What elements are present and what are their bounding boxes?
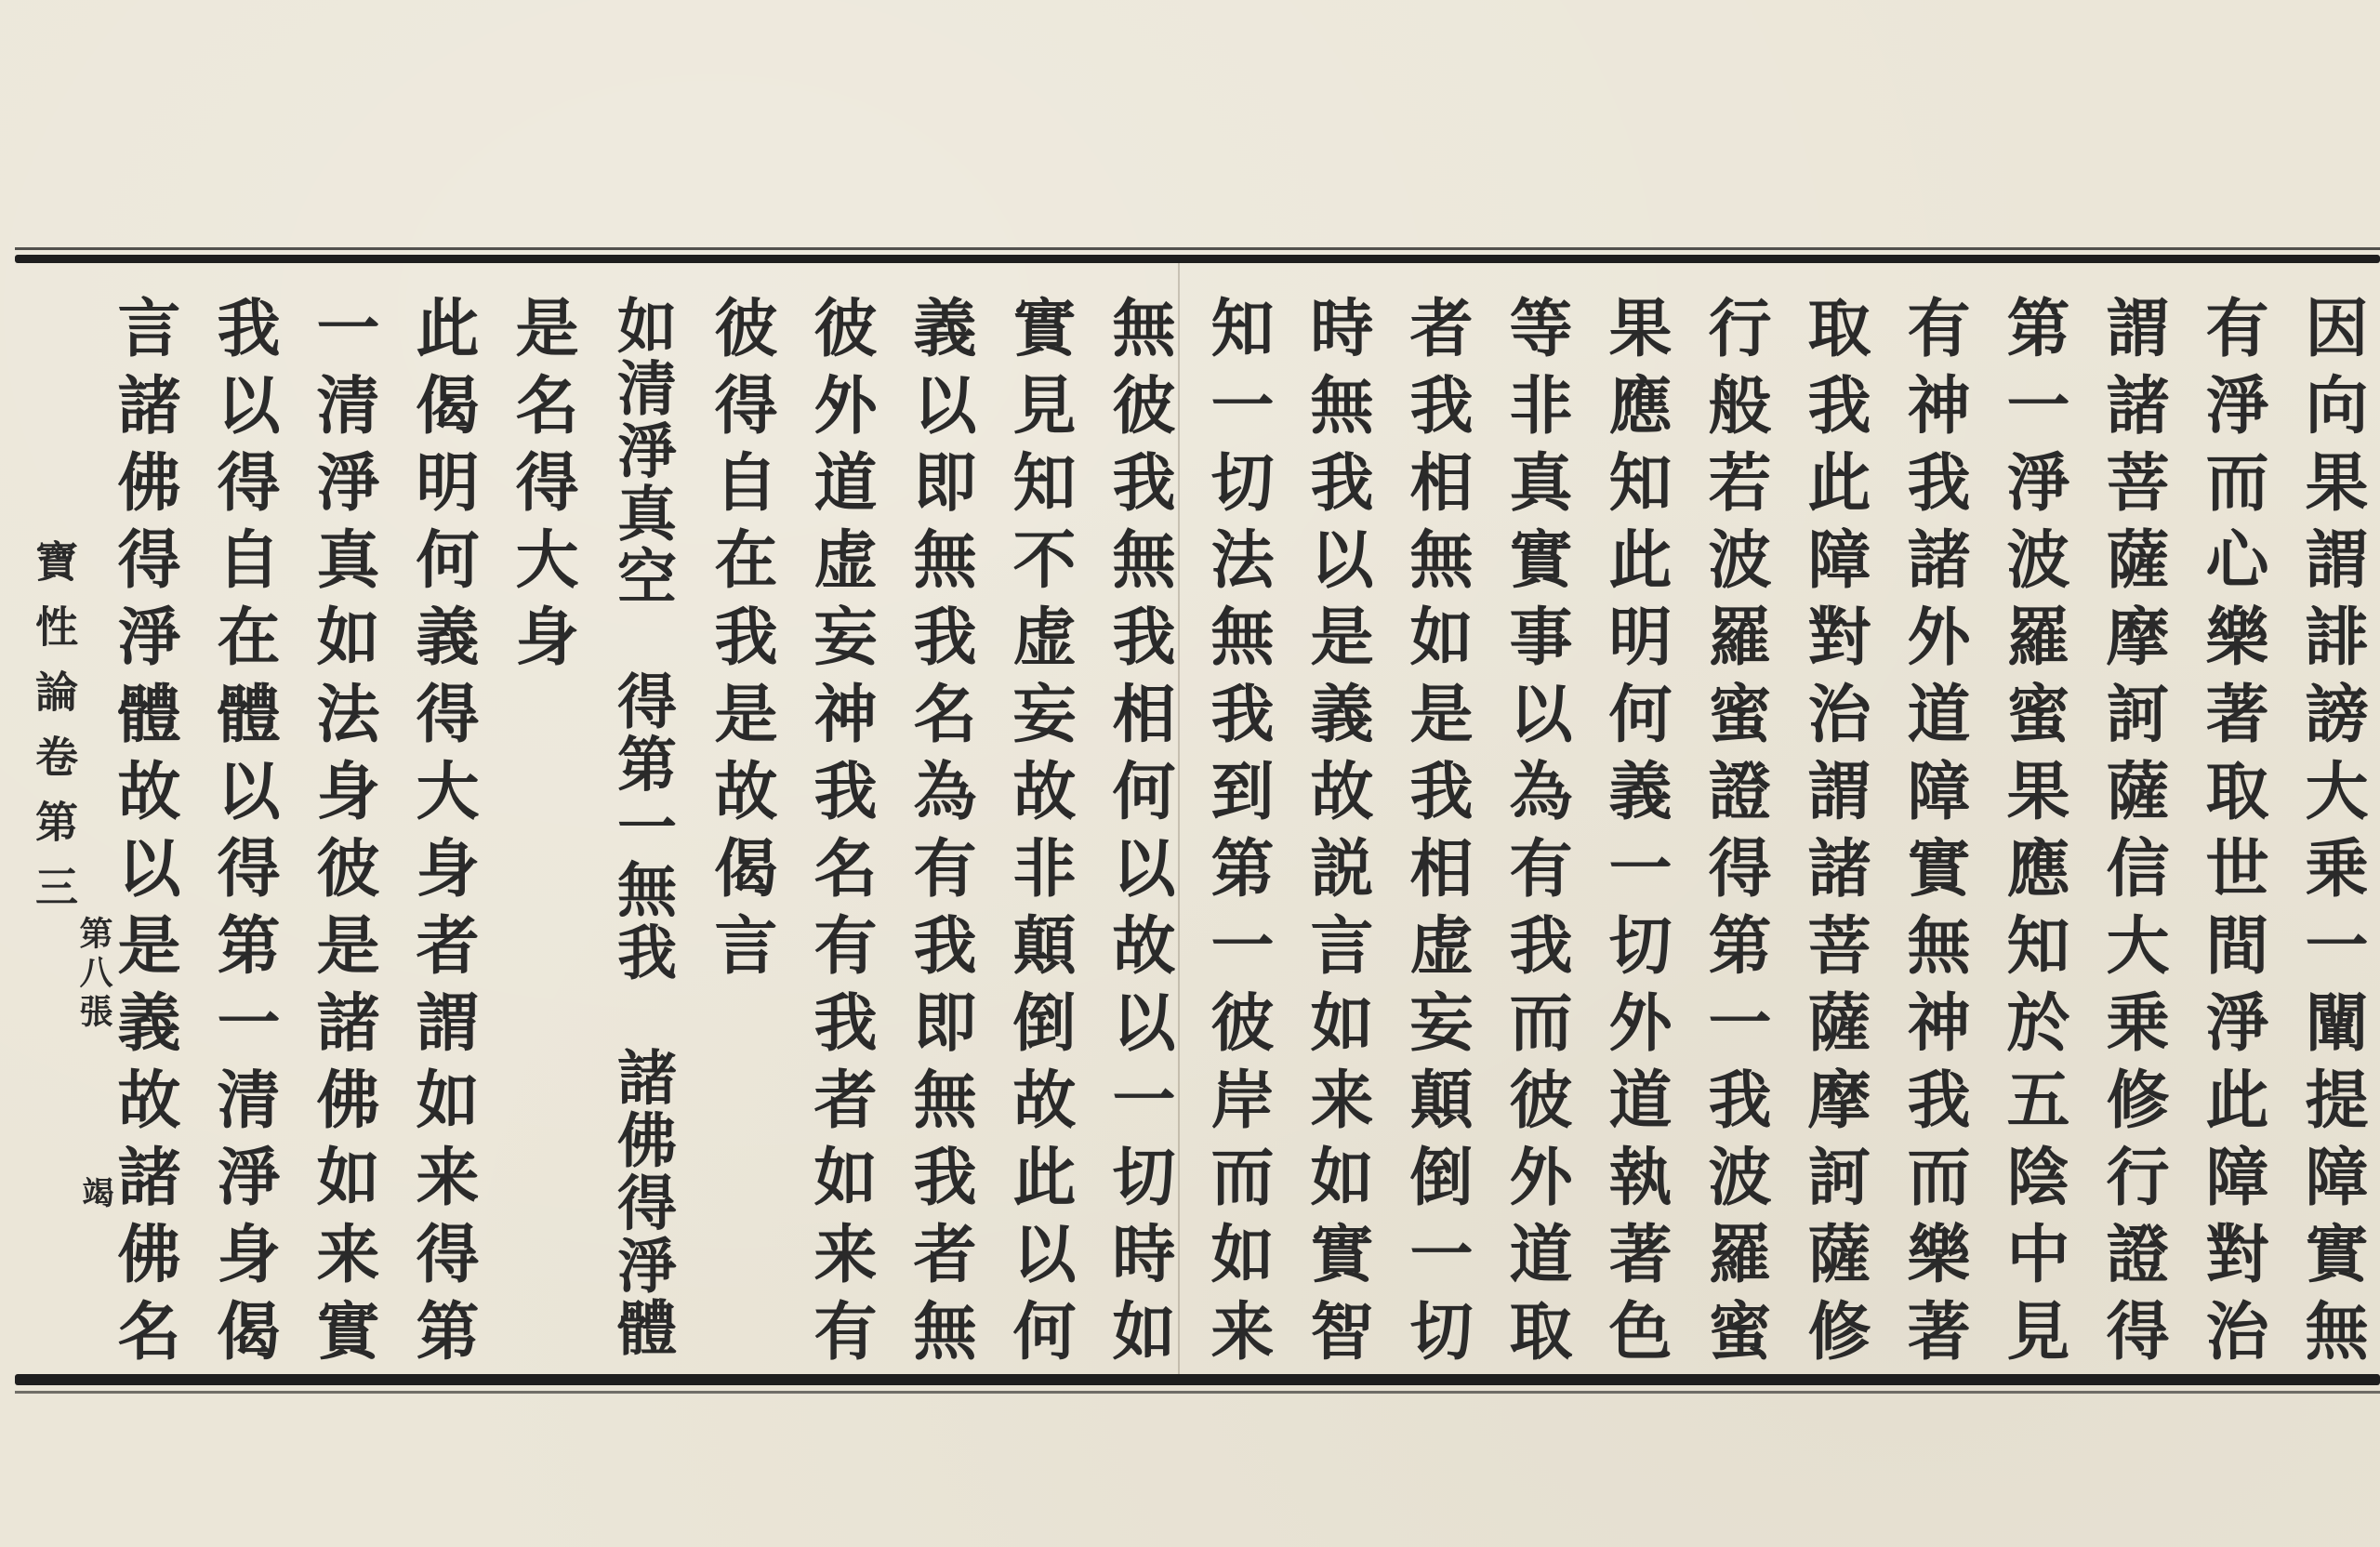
text-column-23: 言諸佛得淨體故以是義故諸佛名 [107,295,181,1375]
text-column-1: 因向果謂誹謗大乗一闡提障實無 [2294,295,2369,1375]
verse-column: 如清淨真空 得第一無我 諸佛得淨體 [607,295,677,1360]
frame-top-thin-rule [15,247,2380,250]
text-column-22: 我以得自在體以得第一清淨身偈 [206,295,281,1375]
margin-book-title: 寶性論卷第三 [29,539,79,930]
text-column-20: 此偈明何義得大身者謂如来得第 [405,295,480,1375]
text-column-8: 果應知此明何義一切外道執著色 [1598,295,1673,1375]
margin-carver-mark: 竭 [76,1176,113,1208]
center-fold-line [1178,263,1180,1374]
text-column-9: 等非真實事以為有我而彼外道取 [1499,295,1573,1375]
text-column-11: 時無我以是義故説言如来如實智 [1300,295,1374,1375]
text-column-13: 無彼我無我相何以故以一切時如 [1102,295,1176,1375]
text-column-12: 知一切法無我到第一彼岸而如来 [1200,295,1275,1375]
text-column-10: 者我相無如是我相虚妄顛倒一切 [1399,295,1474,1375]
text-column-14: 實見知不虚妄故非顛倒故此以何 [1002,295,1077,1375]
frame-top-rule [15,255,2380,263]
text-column-4: 第一淨波羅蜜果應知於五陰中見 [1996,295,2070,1375]
verse-column-end: 是名得大身 [505,295,579,681]
text-column-5: 有神我諸外道障實無神我而樂著 [1897,295,1971,1375]
text-column-7: 行般若波羅蜜證得第一我波羅蜜 [1698,295,1772,1375]
text-column-17: 彼得自在我是故偈言 [704,295,778,989]
text-column-6: 取我此障對治謂諸菩薩摩訶薩修 [1797,295,1871,1375]
text-column-16: 彼外道虚妄神我名有我者如来有 [803,295,878,1375]
text-column-3: 謂諸菩薩摩訶薩信大乗修行證得 [2096,295,2170,1375]
text-column-2: 有淨而心樂著取世間淨此障對治 [2195,295,2269,1375]
margin-leaf-number: 第八張 [74,916,113,1033]
text-column-21: 一清淨真如法身彼是諸佛如来實 [306,295,380,1375]
text-column-15: 義以即無我名為有我即無我者無 [903,295,977,1375]
